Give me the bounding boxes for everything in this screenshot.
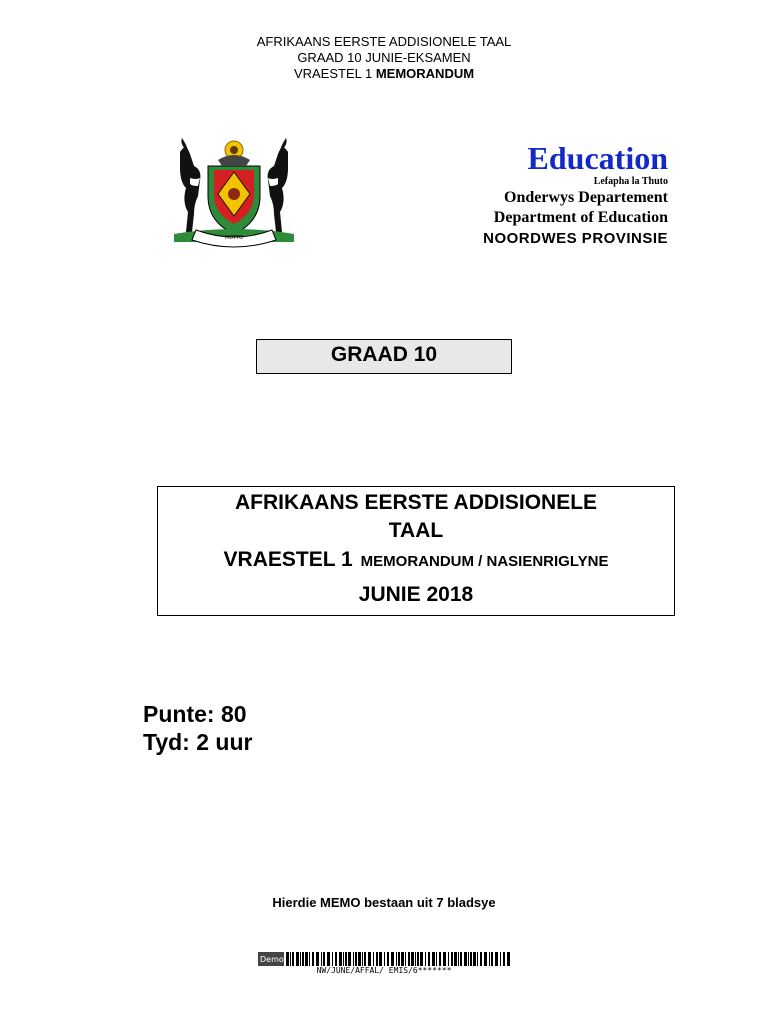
header-paper: VRAESTEL 1 MEMORANDUM xyxy=(293,66,475,81)
exam-date: JUNIE 2018 xyxy=(358,583,474,606)
barcode-text: NW/JUNE/AFFAL/ EMIS/6******* xyxy=(316,966,452,975)
department-motto: Lefapha la Thuto xyxy=(593,176,668,187)
header-subject: AFRIKAANS EERSTE ADDISIONELE TAAL xyxy=(256,34,512,49)
department-title: Education xyxy=(527,140,668,176)
header-exam: GRAAD 10 JUNIE-EKSAMEN xyxy=(297,50,471,65)
barcode xyxy=(258,952,510,966)
document-header xyxy=(0,34,768,82)
exam-title-box xyxy=(157,486,675,616)
exam-time: Tyd: 2 uur xyxy=(143,729,253,755)
exam-marks: Punte: 80 xyxy=(143,701,247,727)
department-block xyxy=(483,140,668,250)
exam-info xyxy=(143,700,252,756)
exam-subject-line1: AFRIKAANS EERSTE ADDISIONELE xyxy=(234,491,598,514)
grade-box: GRAAD 10 xyxy=(256,339,512,374)
crest-motto: MOTTO xyxy=(224,235,244,241)
department-province: NOORDWES PROVINSIE xyxy=(483,230,668,247)
exam-subject-line2: TAAL xyxy=(388,519,444,542)
exam-paper-line: VRAESTEL 1 MEMORANDUM / NASIENRIGLYNE xyxy=(223,548,609,571)
coat-of-arms-logo xyxy=(170,138,298,250)
department-afrikaans: Onderwys Departement xyxy=(504,189,668,206)
barcode-tag: Demo xyxy=(260,955,284,964)
page-count-note: Hierdie MEMO bestaan uit 7 bladsye xyxy=(272,895,496,910)
department-english: Department of Education xyxy=(493,209,668,226)
